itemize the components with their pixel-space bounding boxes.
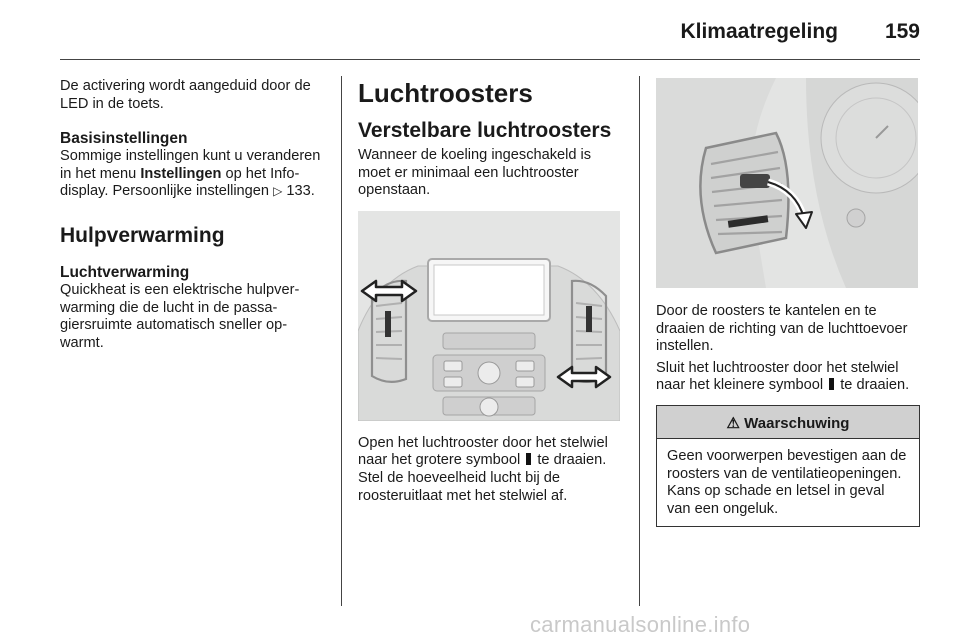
warning-header: [657, 406, 919, 439]
page-header-title: Klimaatregeling: [680, 20, 838, 43]
close-vent-paragraph: [656, 360, 922, 395]
basis-text-1: Sommige instellingen kunt u veranderen in het menu: [60, 148, 321, 182]
page-reference: 133.: [286, 183, 315, 200]
led-paragraph: De activering wordt aangeduid door de LED in de toets.: [60, 78, 311, 112]
page-ref-arrow-icon: ▷: [273, 184, 283, 199]
menu-name-instellingen: Instellingen: [140, 165, 222, 182]
warning-triangle-icon: ⚠: [726, 414, 740, 432]
dashboard-vents-illustration: [358, 211, 620, 421]
luchtroosters-heading: Luchtroosters: [358, 78, 533, 108]
page-number: 159: [884, 20, 920, 43]
direction-paragraph: Door de roosters te kantelen en te draaien de richting van de luchttoevoer instellen.: [656, 303, 908, 355]
luchtverwarming-paragraph: Quickheat is een elektrische hulpverwarming die de lucht in de passagiersruimte automatisch sneller opwarmt.: [60, 281, 300, 351]
intro-paragraph: Wanneer de koeling ingeschakeld is moet er minimaal een luchtrooster openstaan.: [358, 147, 592, 199]
open-vent-caption: [358, 435, 624, 505]
verstelbare-luchtroosters-heading: Verstelbare luchtroosters: [358, 119, 612, 142]
vent-adjustment-illustration: [656, 78, 918, 288]
column-divider-2: [639, 76, 640, 606]
thumbwheel-symbol-icon: [829, 378, 834, 390]
warning-title: Waarschuwing: [744, 414, 850, 432]
luchtverwarming-heading: Luchtverwarming: [60, 263, 190, 281]
column-divider-1: [341, 76, 342, 606]
column-1: [60, 78, 326, 352]
basisinstellingen-heading: Basisinstellingen: [60, 130, 188, 148]
thumbwheel-symbol-icon: [526, 453, 531, 465]
column-2: [358, 78, 624, 505]
watermark: carmanualsonline.info: [530, 612, 751, 637]
warning-text: Geen voorwerpen bevestigen aan de roosters van de ventilatieopeningen. Kans op schade en letsel in geval van een ongeluk.: [667, 447, 907, 517]
column-3: [656, 78, 922, 527]
warning-box: [656, 405, 920, 527]
basis-text-2: op het Info-display. Persoonlijke instellingen: [60, 165, 300, 200]
close-text-1: Sluit het luchtrooster door het stelwiel naar het kleinere symbool: [656, 359, 899, 394]
caption-text-1: Open het luchtrooster door het stelwiel naar het grotere symbool: [358, 434, 608, 469]
caption-text-2: te draaien. Stel de hoeveelheid lucht bij de roosteruitlaat met het stelwiel af.: [358, 452, 607, 504]
hulpverwarming-heading: Hulpverwarming: [60, 223, 225, 247]
basisinstellingen-paragraph: [60, 148, 326, 201]
header-rule: [60, 59, 920, 60]
close-text-2: te draaien.: [840, 377, 910, 394]
warning-body: [657, 439, 919, 526]
